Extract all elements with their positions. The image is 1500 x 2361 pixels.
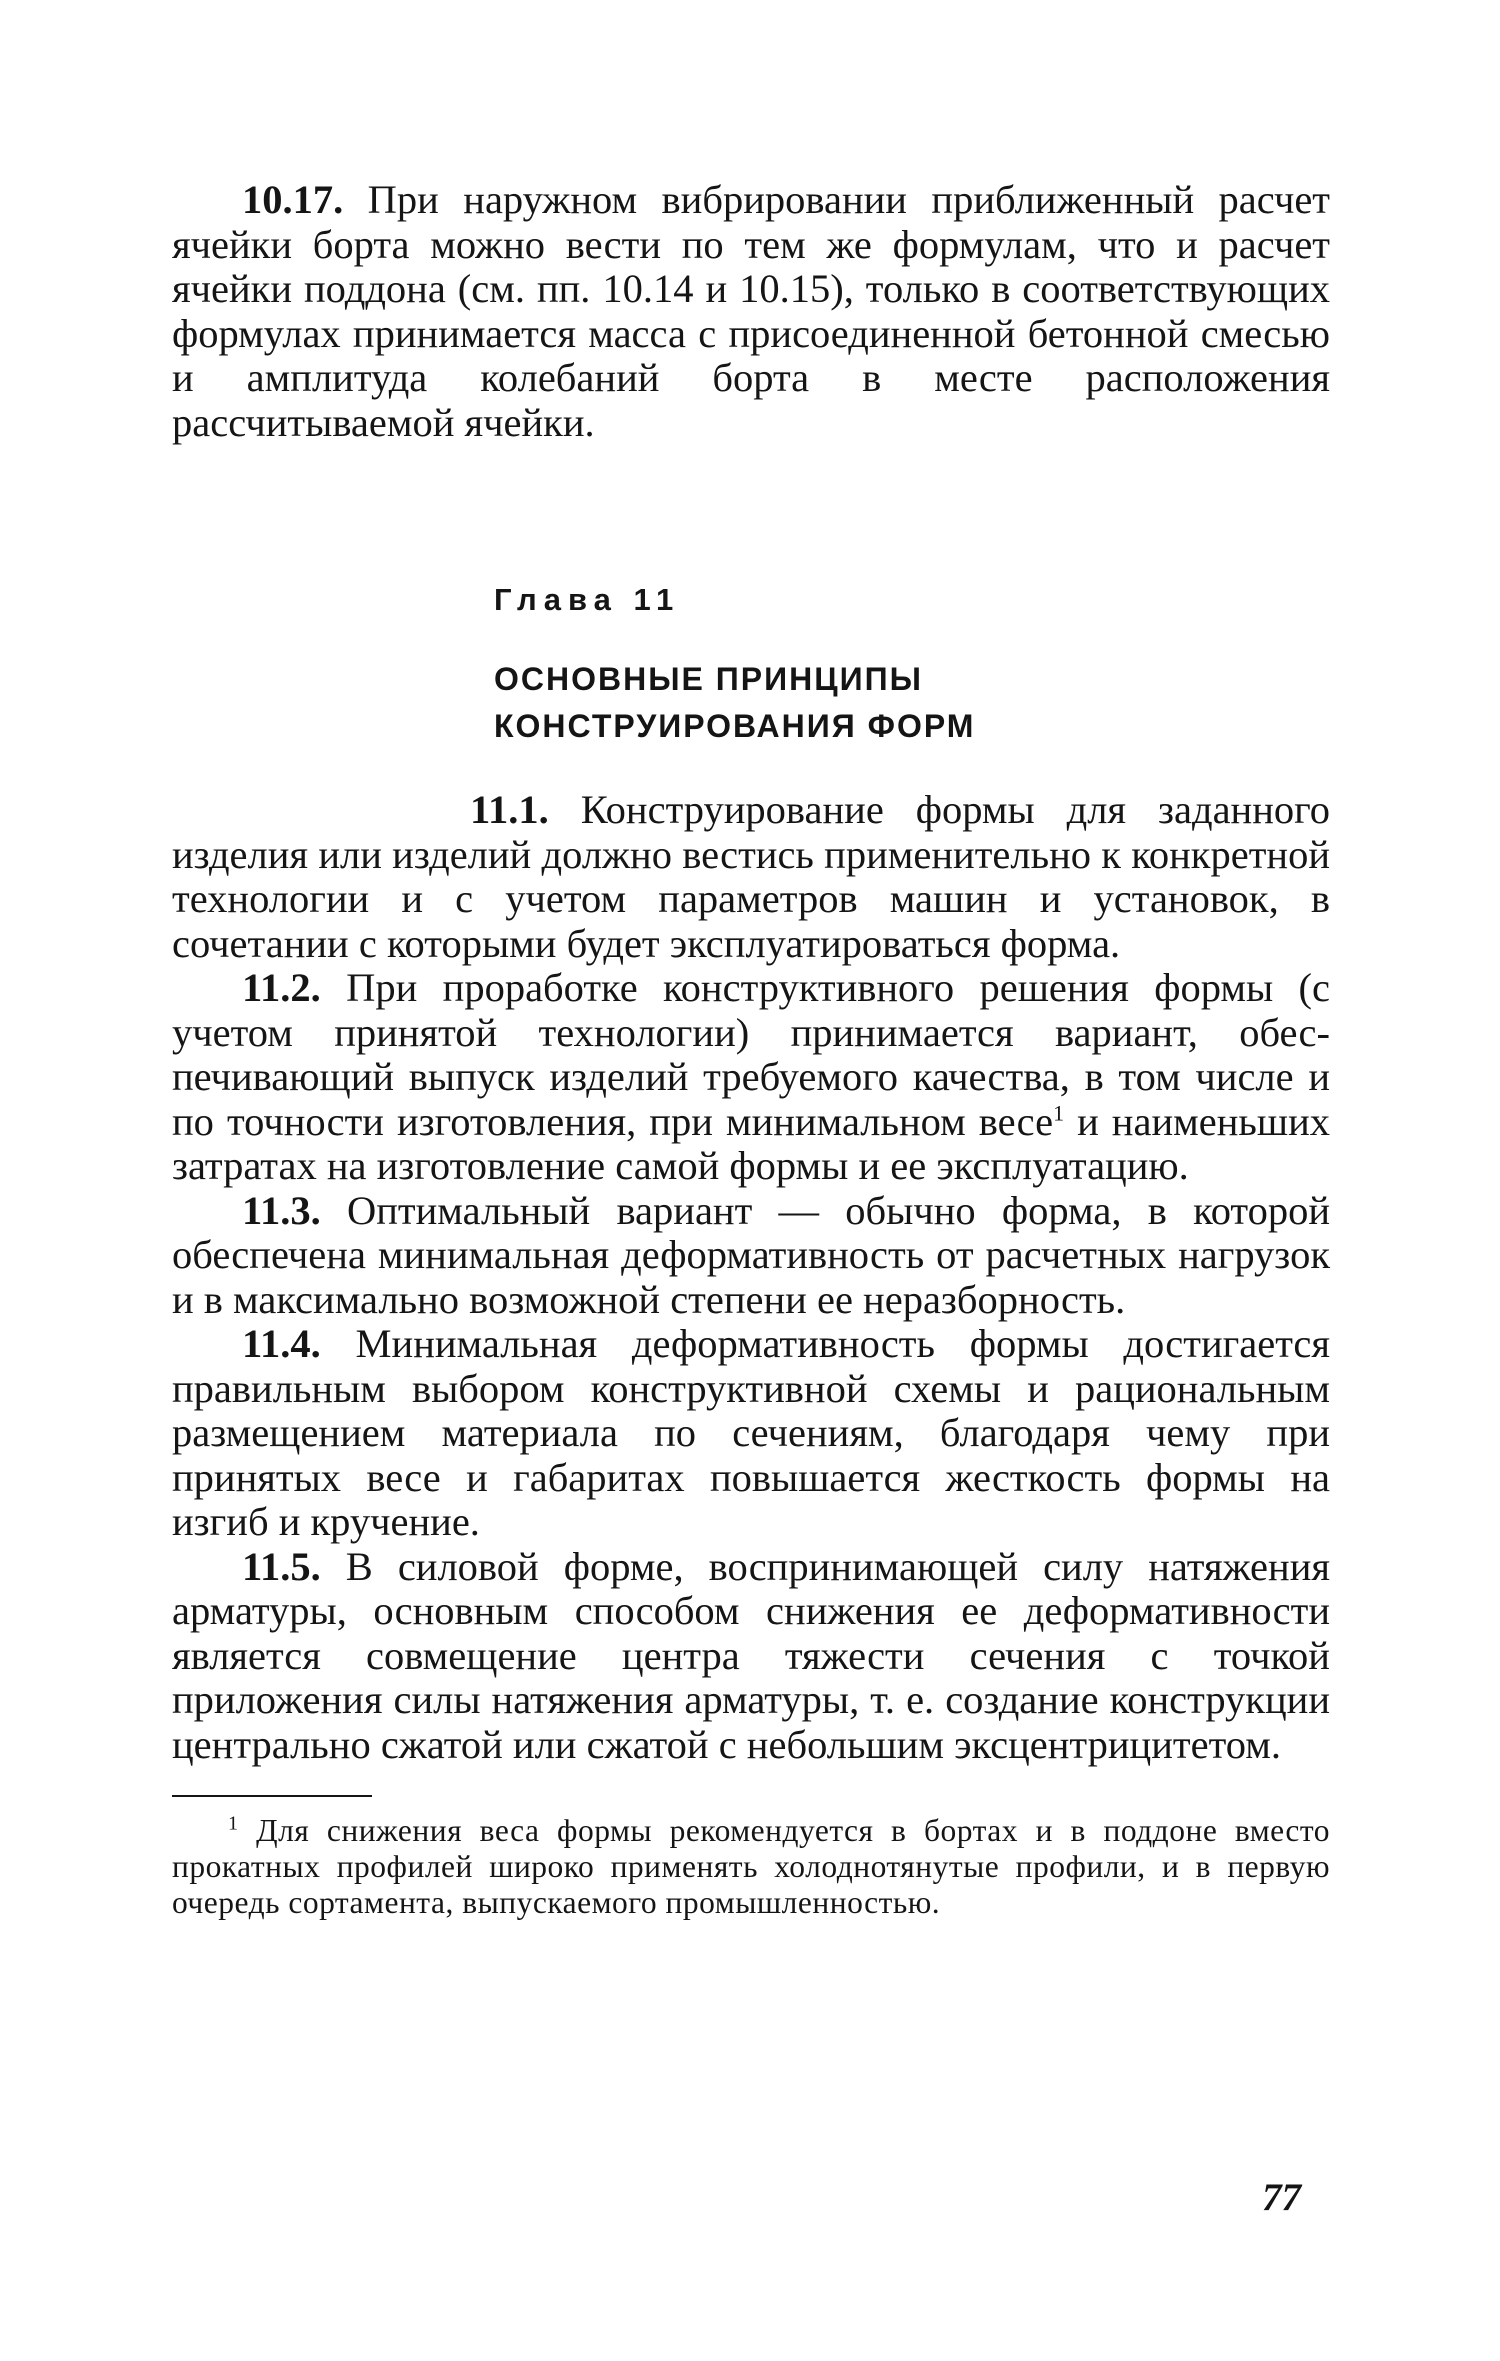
paragraph-text: При наружном вибрировании приближенный расчет ячейки борта можно вести по тем же формулам, что и расчет ячейки поддона (см. пп. 10.14 и 10.15), только в соответствующих формулах принимается масса с присоединенной бетонной смесью и амплитуда колебаний борта в месте расположения рассчитываемой ячейки.	[172, 177, 1330, 445]
paragraph-number: 11.5.	[242, 1543, 321, 1589]
paragraph-number: 11.4.	[242, 1321, 321, 1366]
chapter-label: Глава 11	[494, 582, 681, 617]
paragraph-number: 10.17.	[242, 177, 344, 222]
chapter-title	[494, 656, 1330, 750]
paragraph-text: Конструирование формы для заданного изделия или изделий должно вестись применительно к конкретной технологии и с учетом параметров машин и установок, в сочетании с которыми будет эксплуатироваться форма.	[172, 787, 1330, 966]
footnote-reference: 1	[1053, 1100, 1065, 1125]
paragraph-11-5	[172, 1545, 1330, 1768]
paragraph-10-17	[172, 178, 1330, 445]
paragraph-11-2	[172, 966, 1330, 1189]
paragraph-text: В силовой форме, воспринимающей силу натяжения арматуры, основным способом снижения ее деформативности является совмещение центра тяжести сечения с точкой приложения силы натяжения арматуры, т. е. создание конструкции центрально сжатой или сжатой с небольшим эксцентрицитетом.	[172, 1543, 1330, 1767]
paragraph-11-4	[172, 1322, 1330, 1545]
document-page	[172, 178, 1330, 1921]
page-number: 77	[1262, 2176, 1301, 2219]
footnote-divider	[172, 1795, 372, 1797]
footnote-text: Для снижения веса формы рекомендуется в бортах и в поддоне вместо прокатных профилей широко применять холоднотянутые профили, и в первую очередь сортамента, выпускаемого промышленностью.	[172, 1813, 1330, 1920]
paragraph-11-3	[172, 1189, 1330, 1323]
paragraph-11-1	[172, 788, 1330, 966]
paragraph-number: 11.1.	[470, 787, 549, 832]
chapter-body	[172, 788, 1330, 1767]
paragraph-text: Минимальная деформативность формы достигается правильным выбором конструктивной схемы и рациональным размещением материала по сечениям, благодаря чему при принятых весе и габаритах повышается жесткость формы на изгиб и кручение.	[172, 1321, 1330, 1544]
paragraph-text: При проработке конструктивного решения формы (с учетом принятой технологии) принимается вариант, обеспечивающий выпуск изделий требуемого качества, в том числе и по точности изготовления, при минимальном весе	[172, 965, 1330, 1144]
footnote	[172, 1813, 1330, 1921]
footnote-mark: 1	[228, 1812, 239, 1835]
chapter-title-line-2: КОНСТРУИРОВАНИЯ ФОРМ	[494, 708, 976, 744]
chapter-title-line-1: ОСНОВНЫЕ ПРИНЦИПЫ	[494, 661, 923, 697]
paragraph-number: 11.3.	[242, 1187, 321, 1233]
paragraph-text-continued: и наименьших затратах на изготовление самой формы и ее эксплуатацию.	[172, 1098, 1330, 1188]
paragraph-number: 11.2.	[242, 965, 321, 1010]
paragraph-text: Оптимальный вариант — обычно форма, в которой обеспечена минимальная деформативность от расчетных нагрузок и в максимально возможной степени ее неразборность.	[172, 1187, 1330, 1322]
